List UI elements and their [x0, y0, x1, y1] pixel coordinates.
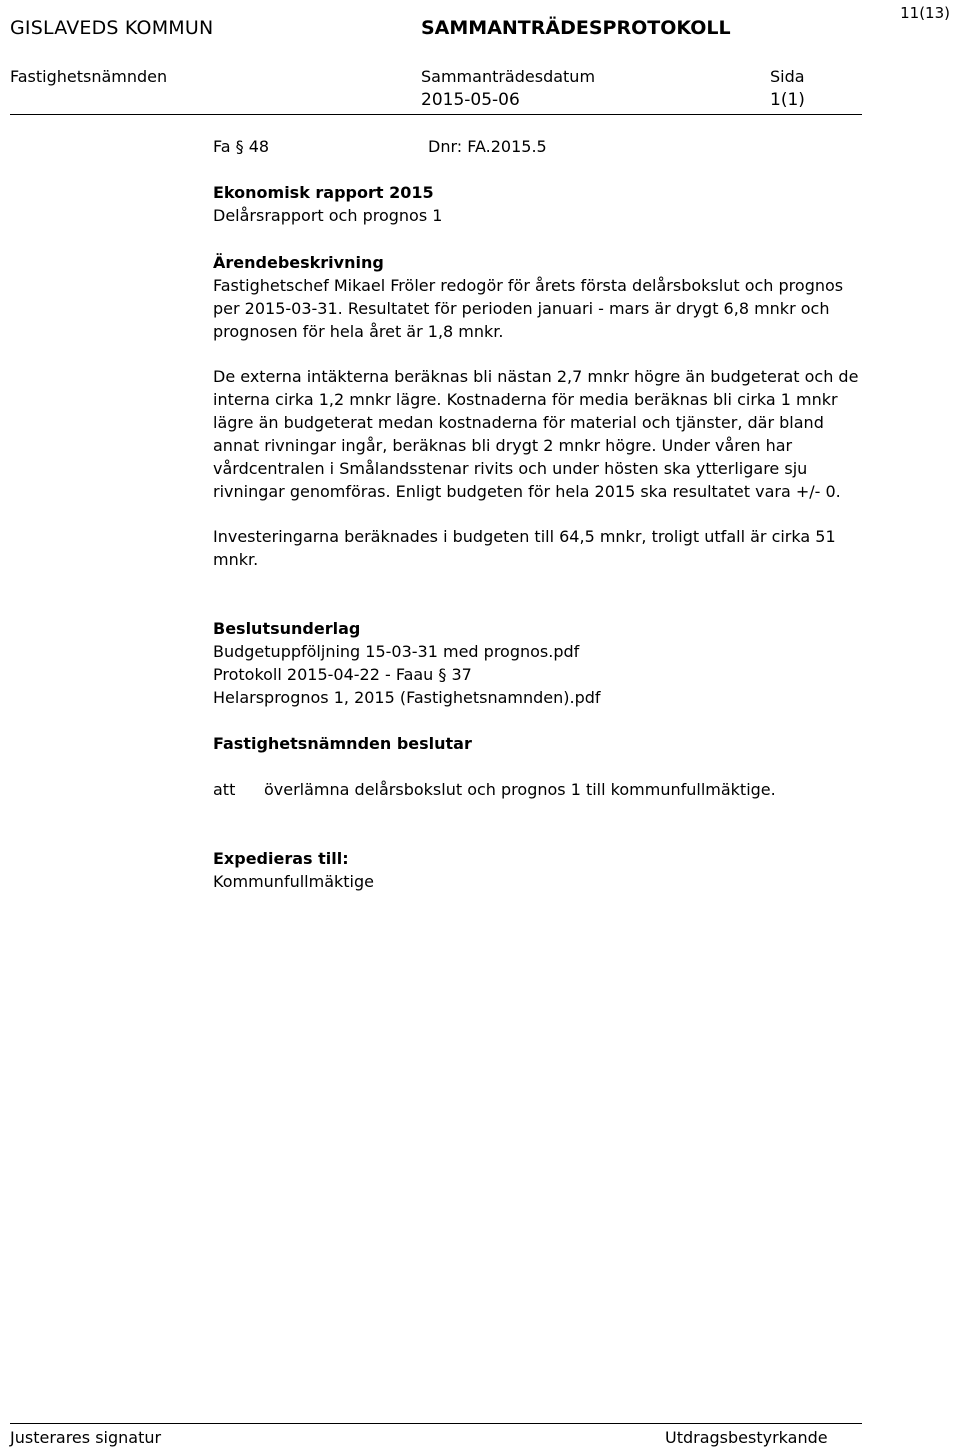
page-number: 1(1) — [770, 90, 805, 110]
description-paragraph: De externa intäkterna beräknas bli nästan 2,7 mnkr högre än budgeterat och de interna cirka 1,2 mnkr lägre. Kostnaderna för media beräknas bli cirka 1 mnkr lägre än budgeterat medan kostnaderna för material och tjänster, där bland annat rivningar ingår, beräknas bli drygt 2 mnkr högre. Under våren har vårdcentralen i Smålandsstenar rivits och under hösten ska ytterligare sju rivningar genomföras. Enligt budgeten för hela 2015 ska resultatet vara +/- 0. — [213, 367, 859, 501]
certification-label: Utdragsbestyrkande — [665, 1428, 828, 1447]
meeting-date-label: Sammanträdesdatum — [421, 67, 596, 86]
basis-item: Helarsprognos 1, 2015 (Fastighetsnamnden).pdf — [213, 688, 601, 707]
basis-item: Protokoll 2015-04-22 - Faau § 37 — [213, 665, 472, 684]
footer-divider — [10, 1423, 862, 1424]
description-paragraph: Fastighetschef Mikael Fröler redogör för årets första delårsbokslut och prognos per 2015-03-31. Resultatet för perioden januari - mars är drygt 6,8 mnkr och prognosen för hela året är 1,8 mnkr. — [213, 276, 844, 341]
header-divider — [10, 114, 862, 115]
case-reference — [213, 135, 863, 158]
signature-label: Justerares signatur — [10, 1428, 162, 1447]
committee-name: Fastighetsnämnden — [10, 67, 168, 86]
document-body — [213, 131, 863, 893]
meeting-date: 2015-05-06 — [421, 90, 520, 110]
basis-item: Budgetuppföljning 15-03-31 med prognos.pdf — [213, 642, 580, 661]
case-subtitle: Delårsrapport och prognos 1 — [213, 206, 443, 225]
description-heading: Ärendebeskrivning — [213, 253, 384, 272]
decision-heading: Fastighetsnämnden beslutar — [213, 734, 472, 753]
organisation-name: GISLAVEDS KOMMUN — [10, 17, 214, 39]
dispatch-recipient: Kommunfullmäktige — [213, 872, 374, 891]
basis-heading: Beslutsunderlag — [213, 619, 361, 638]
paragraph-number: Fa § 48 — [213, 137, 270, 156]
decision-att: att — [213, 780, 236, 799]
page-label: Sida — [770, 67, 805, 86]
dispatch-heading: Expedieras till: — [213, 849, 349, 868]
document-type: SAMMANTRÄDESPROTOKOLL — [421, 17, 731, 39]
page-counter: 11(13) — [900, 4, 950, 22]
description-paragraph: Investeringarna beräknades i budgeten till 64,5 mnkr, troligt utfall är cirka 51 mnkr. — [213, 527, 836, 569]
case-title: Ekonomisk rapport 2015 — [213, 183, 434, 202]
decision-clause — [213, 778, 863, 801]
decision-text: överlämna delårsbokslut och prognos 1 till kommunfullmäktige. — [264, 780, 776, 799]
diary-number: Dnr: FA.2015.5 — [428, 137, 547, 156]
